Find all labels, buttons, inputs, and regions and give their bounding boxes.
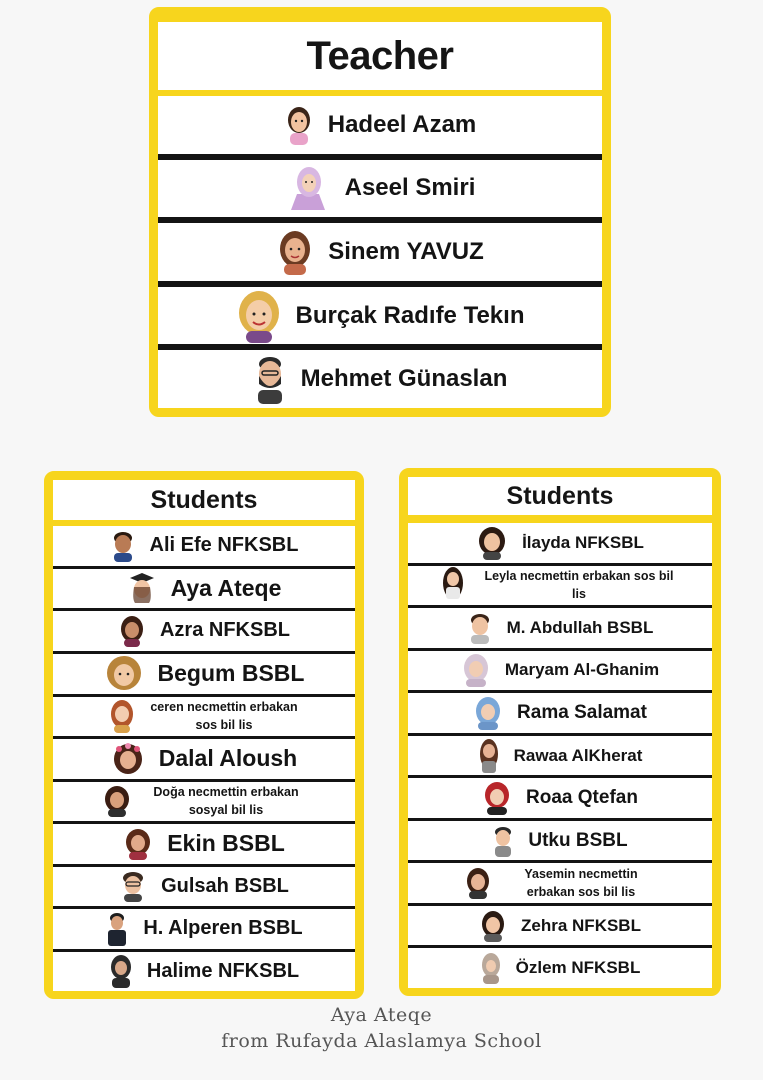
teacher-row	[158, 160, 602, 218]
redhead-avatar-icon	[109, 699, 135, 733]
girl-avatar-icon	[102, 785, 132, 817]
girl-long-hair-avatar-icon	[478, 739, 500, 773]
student-row	[53, 952, 355, 992]
students-panel-right	[399, 468, 721, 996]
student-name: Dalal Aloush	[158, 745, 298, 772]
student-name: Rama Salamat	[517, 701, 647, 723]
student-row	[53, 782, 355, 822]
teacher-panel	[149, 7, 611, 417]
student-row	[408, 566, 712, 606]
student-row	[53, 697, 355, 737]
blonde-avatar-icon	[236, 289, 282, 343]
student-name: Halime NFKSBL	[146, 959, 300, 982]
student-row	[408, 523, 712, 563]
student-row	[53, 824, 355, 864]
student-row	[53, 909, 355, 949]
hijab-avatar-icon	[285, 164, 331, 212]
student-name: Özlem NFKSBL	[515, 958, 641, 978]
student-name: Gulsah BSBL	[161, 874, 289, 897]
student-name: ceren necmettin erbakan sos bil lis	[150, 700, 298, 733]
students-list-left	[53, 526, 355, 991]
student-row	[408, 778, 712, 818]
students-title: Students	[53, 480, 355, 520]
girl-avatar-icon	[476, 526, 508, 560]
graduate-avatar-icon	[127, 571, 157, 605]
curly-hair-avatar-icon	[104, 654, 144, 694]
student-name: Roaa Qtefan	[526, 787, 638, 809]
student-name: M. Abdullah BSBL	[506, 617, 654, 637]
student-name: Ekin BSBL	[167, 830, 285, 857]
boy-avatar-icon	[110, 530, 136, 562]
student-row	[408, 906, 712, 946]
boy-avatar-icon	[467, 612, 493, 644]
woman-avatar-icon	[276, 229, 314, 275]
caption-school: from Rufayda Alaslamya School	[221, 1030, 542, 1052]
student-row	[53, 867, 355, 907]
student-row	[408, 736, 712, 776]
student-row	[53, 569, 355, 609]
boy-avatar-icon	[492, 825, 514, 857]
student-row	[53, 739, 355, 779]
student-name: H. Alperen BSBL	[143, 917, 303, 940]
girl-avatar-icon	[118, 615, 146, 647]
student-row	[53, 526, 355, 566]
boy-glasses-avatar-icon	[119, 870, 147, 902]
flower-crown-avatar-icon	[111, 742, 145, 776]
students-list-right	[408, 523, 712, 988]
caption-author: Aya Ateqe	[330, 1004, 433, 1026]
teacher-name: Burçak Radıfe Tekın	[295, 301, 525, 329]
red-hijab-avatar-icon	[482, 781, 512, 815]
student-row	[53, 611, 355, 651]
student-row	[408, 863, 712, 903]
teacher-name: Hadeel Azam	[327, 110, 477, 138]
student-row	[53, 654, 355, 694]
girl-avatar-icon	[123, 828, 153, 860]
girl-avatar-icon	[464, 867, 492, 899]
student-name: Leyla necmettin erbakan sos bil lis	[484, 569, 674, 602]
students-title: Students	[408, 477, 712, 515]
student-row	[408, 693, 712, 733]
teacher-row	[158, 287, 602, 345]
student-row	[408, 651, 712, 691]
teacher-name: Aseel Smiri	[344, 174, 476, 202]
hijab-avatar-icon	[461, 653, 491, 687]
student-row	[408, 948, 712, 988]
students-panel-left	[44, 471, 364, 999]
girl-avatar-icon	[284, 105, 314, 145]
student-name: Aya Ateqe	[170, 574, 282, 601]
teacher-row	[158, 223, 602, 281]
student-row	[408, 821, 712, 861]
teacher-name: Mehmet Günaslan	[300, 365, 508, 393]
student-name: Begum BSBL	[157, 660, 305, 686]
student-name: Maryam Al-Ghanim	[504, 660, 660, 680]
blue-hijab-avatar-icon	[473, 696, 503, 730]
boy-suit-avatar-icon	[105, 912, 129, 946]
teacher-name: Sinem YAVUZ	[328, 237, 484, 265]
hijab-avatar-icon	[109, 954, 133, 988]
student-row	[408, 608, 712, 648]
student-name: Azra NFKSBL	[159, 619, 290, 642]
girl-long-hair-avatar-icon	[441, 567, 465, 603]
teacher-row	[158, 96, 602, 154]
student-name: İlayda NFKSBL	[522, 532, 644, 552]
bearded-man-avatar-icon	[253, 354, 287, 404]
teacher-list	[158, 96, 602, 408]
girl-avatar-icon	[479, 910, 507, 942]
hijab-avatar-icon	[480, 952, 502, 984]
student-name: Zehra NFKSBL	[521, 915, 641, 935]
teacher-row	[158, 350, 602, 408]
student-name: Ali Efe NFKSBL	[149, 534, 299, 557]
student-name: Rawaa AlKherat	[513, 745, 643, 765]
student-name: Utku BSBL	[528, 829, 628, 851]
teacher-title: Teacher	[158, 22, 602, 90]
student-name: Yasemin necmettin erbakan sos bil lis	[524, 867, 638, 900]
student-name: Doğa necmettin erbakan sosyal bil lis	[153, 785, 299, 818]
